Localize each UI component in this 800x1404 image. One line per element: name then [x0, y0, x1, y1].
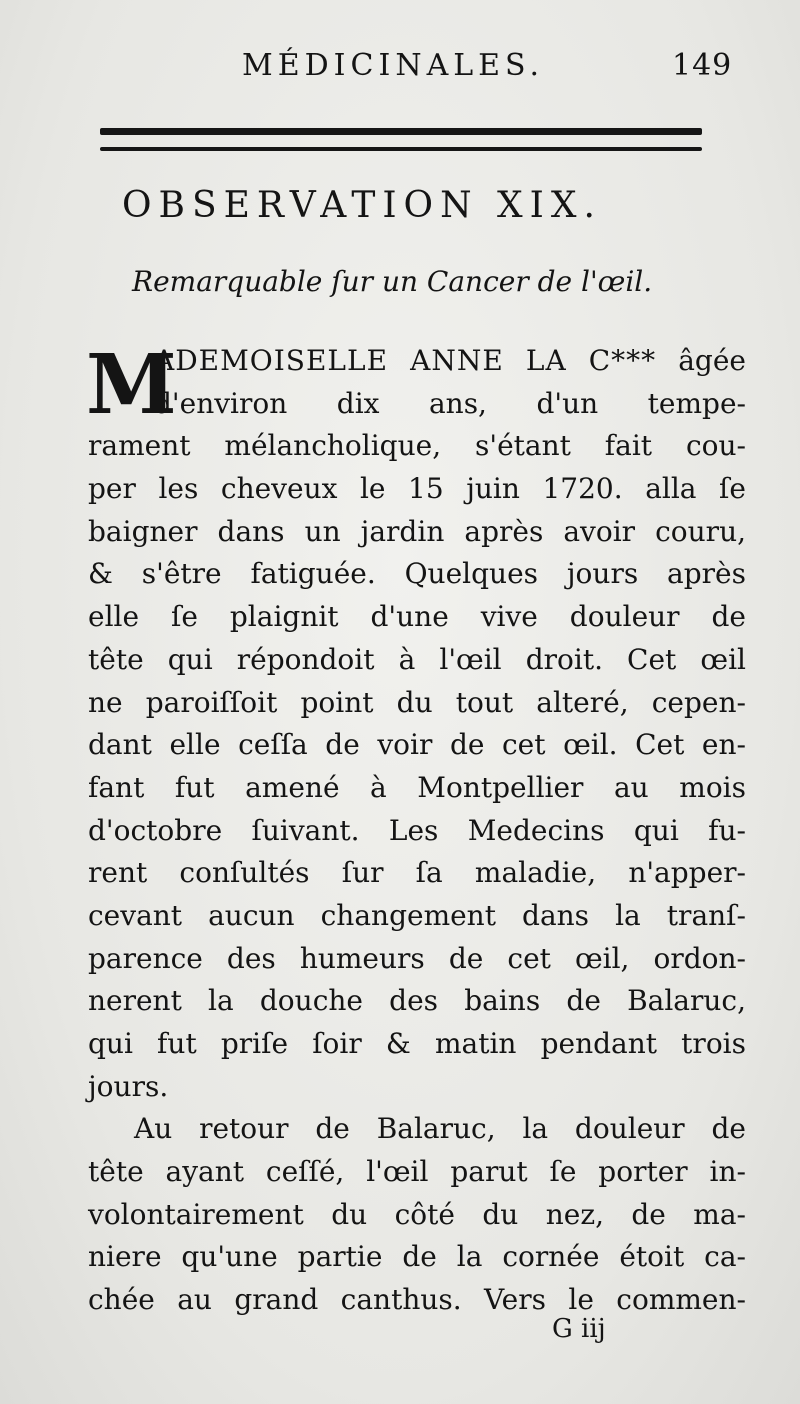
text-line: per les cheveux le 15 juin 1720. alla ſe: [88, 472, 746, 506]
text-line: tête qui répondoit à l'œil droit. Cet œil: [88, 642, 746, 676]
opening-small-caps: ADEMOISELLE ANNE LA C***: [154, 344, 679, 377]
drop-cap: M: [86, 337, 177, 433]
text-line: rament mélancholique, s'étant fait cou-: [88, 429, 746, 463]
text-line: ne paroiſſoit point du tout alteré, cepen-: [88, 685, 746, 719]
text-line: dant elle ceſſa de voir de cet œil. Cet en-: [88, 728, 746, 762]
observation-subheading: Remarquable ſur un Cancer de l'œil.: [132, 265, 653, 298]
text-line: volontairement du côté du nez, de ma-: [88, 1197, 746, 1231]
text-line: chée au grand canthus. Vers le commen-: [88, 1283, 746, 1317]
text-line: niere qu'une partie de la cornée étoit ca-: [88, 1240, 746, 1274]
text-line: Au retour de Balaruc, la douleur de: [134, 1112, 746, 1146]
header-rule-thick: [100, 128, 702, 135]
page-number: 149: [672, 48, 733, 83]
opening-rest: âgée: [678, 344, 746, 377]
text-line: qui fut priſe ſoir & matin pendant trois: [88, 1027, 746, 1060]
text-line: parence des humeurs de cet œil, ordon-: [88, 941, 746, 975]
header-rule-thin: [100, 147, 702, 151]
text-line: & s'être fatiguée. Quelques jours après: [88, 557, 746, 591]
text-line: jours.: [88, 1069, 169, 1103]
running-title: MÉDICINALES.: [242, 48, 545, 83]
text-line: baigner dans un jardin après avoir couru,: [88, 514, 746, 548]
text-line: fant fut amené à Montpellier au mois: [88, 770, 746, 804]
text-line: tête ayant ceſſé, l'œil parut ſe porter in-: [88, 1155, 746, 1189]
text-line: nerent la douche des bains de Balaruc,: [88, 984, 746, 1018]
signature-mark: G iij: [552, 1314, 606, 1344]
text-line: [88, 340, 746, 383]
text-line: rent conſultés ſur ſa maladie, n'apper-: [88, 856, 746, 890]
body-text: [86, 337, 746, 1322]
observation-heading: OBSERVATION XIX.: [122, 185, 602, 226]
text-line: elle ſe plaignit d'une vive douleur de: [88, 600, 746, 634]
text-line: d'octobre ſuivant. Les Medecins qui fu-: [88, 813, 746, 847]
running-head: [0, 44, 800, 94]
text-line: cevant aucun changement dans la tranſ-: [88, 898, 746, 932]
text-line: d'environ dix ans, d'un tempe-: [154, 386, 746, 420]
